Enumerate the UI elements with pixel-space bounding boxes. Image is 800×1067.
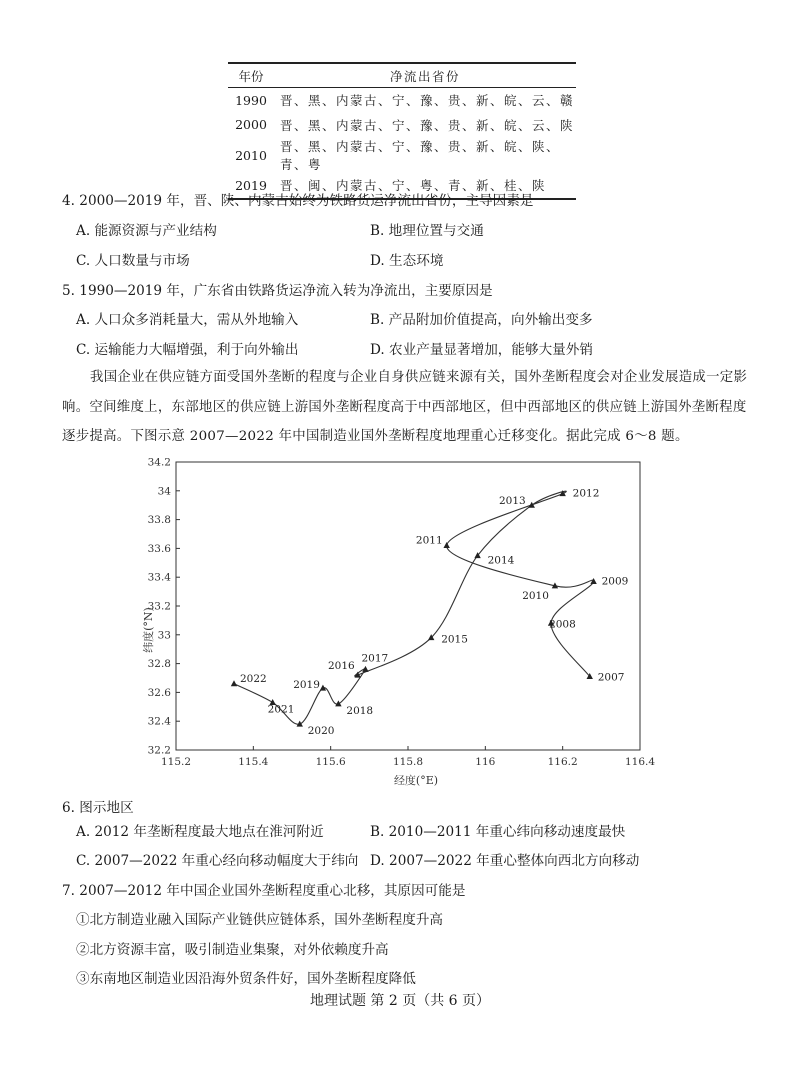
table-cell-year: 2019 <box>235 177 267 193</box>
y-tick-label: 32.6 <box>147 686 171 699</box>
table-row <box>228 88 576 113</box>
y-tick-label: 32.8 <box>147 658 171 671</box>
y-tick-label: 33.4 <box>147 571 171 584</box>
table-cell-year: 1990 <box>235 92 267 108</box>
y-tick-label: 33 <box>157 629 171 642</box>
chart-point-2020 <box>297 721 303 727</box>
table-row <box>228 137 576 173</box>
chart-point-label-2015: 2015 <box>441 633 468 646</box>
table-cell-provinces: 晋、闽、内蒙古、宁、粤、青、新、桂、陕 <box>280 178 547 194</box>
passage-text: 我国企业在供应链方面受国外垄断的程度与企业自身供应链来源有关，国外垄断程度会对企业发展造成一定影响。空间维度上，东部地区的供应链上游国外垄断程度高于中西部地区，但中西部地区的供应链上游国外垄断程度逐步提高。下图示意 2007—2022 年中国制造业国外垄断程度地理重心迁移变化。据此完成 6～8 题。 <box>62 370 748 444</box>
chart-point-label-2007: 2007 <box>597 671 625 684</box>
y-tick-label: 33.6 <box>147 542 171 555</box>
question-5-option-a: A. 人口众多消耗量大，需从外地输入 <box>76 312 299 328</box>
chart-point-label-2009: 2009 <box>601 575 629 588</box>
table-row <box>228 113 576 138</box>
chart-point-label-2013: 2013 <box>498 495 526 508</box>
chart-xlabel: 经度(°E) <box>393 774 439 787</box>
chart-point-2009 <box>590 578 596 584</box>
chart-point-label-2016: 2016 <box>327 660 355 673</box>
y-tick-label: 34 <box>157 485 171 498</box>
chart-points <box>231 488 629 737</box>
chart-point-label-2008: 2008 <box>549 618 576 631</box>
chart-point-label-2010: 2010 <box>522 589 549 602</box>
x-tick-label: 116.4 <box>624 756 656 768</box>
y-tick-label: 33.2 <box>147 600 171 613</box>
y-tick-label: 33.8 <box>147 514 171 527</box>
chart-point-label-2020: 2020 <box>307 725 335 738</box>
x-tick-label: 116 <box>475 756 496 768</box>
table-cell-provinces: 晋、黑、内蒙古、宁、豫、贵、新、皖、陕、青、粤 <box>280 139 561 172</box>
table-header-provinces: 净流出省份 <box>389 68 460 84</box>
table-header-row <box>228 63 576 88</box>
y-tick-label: 32.2 <box>147 744 171 757</box>
question-6-option-c: C. 2007—2022 年重心经向移动幅度大于纬向 <box>76 853 359 869</box>
y-tick-label: 32.4 <box>147 715 171 728</box>
chart-axes <box>148 457 656 769</box>
chart-series-line <box>234 491 594 724</box>
question-6-option-d: D. 2007—2022 年重心整体向西北方向移动 <box>370 853 640 869</box>
passage-6-8 <box>62 363 752 452</box>
x-tick-label: 115.8 <box>392 756 424 768</box>
rail-freight-table <box>228 62 576 200</box>
chart-point-label-2014: 2014 <box>487 554 515 567</box>
question-4-stem: 4. 2000—2019 年，晋、陕、内蒙古始终为铁路货运净流出省份，主导因素是 <box>62 193 534 209</box>
chart-point-2011 <box>443 542 449 548</box>
table-cell-year: 2010 <box>235 147 267 163</box>
chart-point-2018 <box>335 700 341 706</box>
chart-plot-frame <box>176 462 640 750</box>
table-cell-provinces: 晋、黑、内蒙古、宁、豫、贵、新、皖、云、陕 <box>280 117 575 133</box>
gravity-center-chart <box>140 450 660 790</box>
chart-point-label-2017: 2017 <box>361 652 389 665</box>
question-7-item-1: ①北方制造业融入国际产业链供应链体系，国外垄断程度升高 <box>76 912 444 928</box>
y-tick-label: 34.2 <box>147 456 171 469</box>
chart-point-label-2011: 2011 <box>415 534 443 547</box>
question-5-option-d: D. 农业产量显著增加，能够大量外销 <box>370 342 593 358</box>
x-tick-label: 115.6 <box>315 756 346 768</box>
question-7-item-2: ②北方资源丰富，吸引制造业集聚，对外依赖度升高 <box>76 942 389 958</box>
question-7-item-3: ③东南地区制造业因沿海外贸条件好，国外垄断程度降低 <box>76 971 416 987</box>
table-cell-provinces: 晋、黑、内蒙古、宁、豫、贵、新、皖、云、赣 <box>280 93 575 109</box>
question-4-option-c: C. 人口数量与市场 <box>76 253 190 269</box>
question-5-option-b: B. 产品附加价值提高，向外输出变多 <box>370 312 593 328</box>
chart-point-label-2021: 2021 <box>267 703 295 716</box>
question-5-option-c: C. 运输能力大幅增强，利于向外输出 <box>76 342 299 358</box>
chart-point-label-2012: 2012 <box>572 487 600 500</box>
x-tick-label: 115.2 <box>160 756 192 768</box>
chart-point-2022 <box>231 680 237 686</box>
question-5-stem: 5. 1990—2019 年，广东省由铁路货运净流入转为净流出，主要原因是 <box>62 283 493 299</box>
table-cell-year: 2000 <box>235 117 267 133</box>
chart-point-label-2019: 2019 <box>293 679 320 692</box>
question-7-stem: 7. 2007—2012 年中国企业国外垄断程度重心北移，其原因可能是 <box>62 883 466 899</box>
page-footer: 地理试题 第 2 页（共 6 页） <box>309 993 491 1009</box>
x-tick-label: 116.2 <box>547 756 578 768</box>
question-4-option-b: B. 地理位置与交通 <box>370 223 484 239</box>
question-6-stem: 6. 图示地区 <box>62 800 134 816</box>
table-header-year: 年份 <box>238 68 264 84</box>
chart-ylabel: 纬度(°N) <box>142 607 155 653</box>
question-6-option-b: B. 2010—2011 年重心纬向移动速度最快 <box>370 824 626 840</box>
question-4-option-a: A. 能源资源与产业结构 <box>76 223 217 239</box>
chart-point-2013 <box>529 502 535 508</box>
x-tick-label: 115.4 <box>238 756 269 768</box>
chart-point-label-2022: 2022 <box>240 672 267 685</box>
chart-point-label-2018: 2018 <box>346 704 374 717</box>
question-4-option-d: D. 生态环境 <box>370 253 444 269</box>
question-6-option-a: A. 2012 年垄断程度最大地点在淮河附近 <box>76 824 324 840</box>
